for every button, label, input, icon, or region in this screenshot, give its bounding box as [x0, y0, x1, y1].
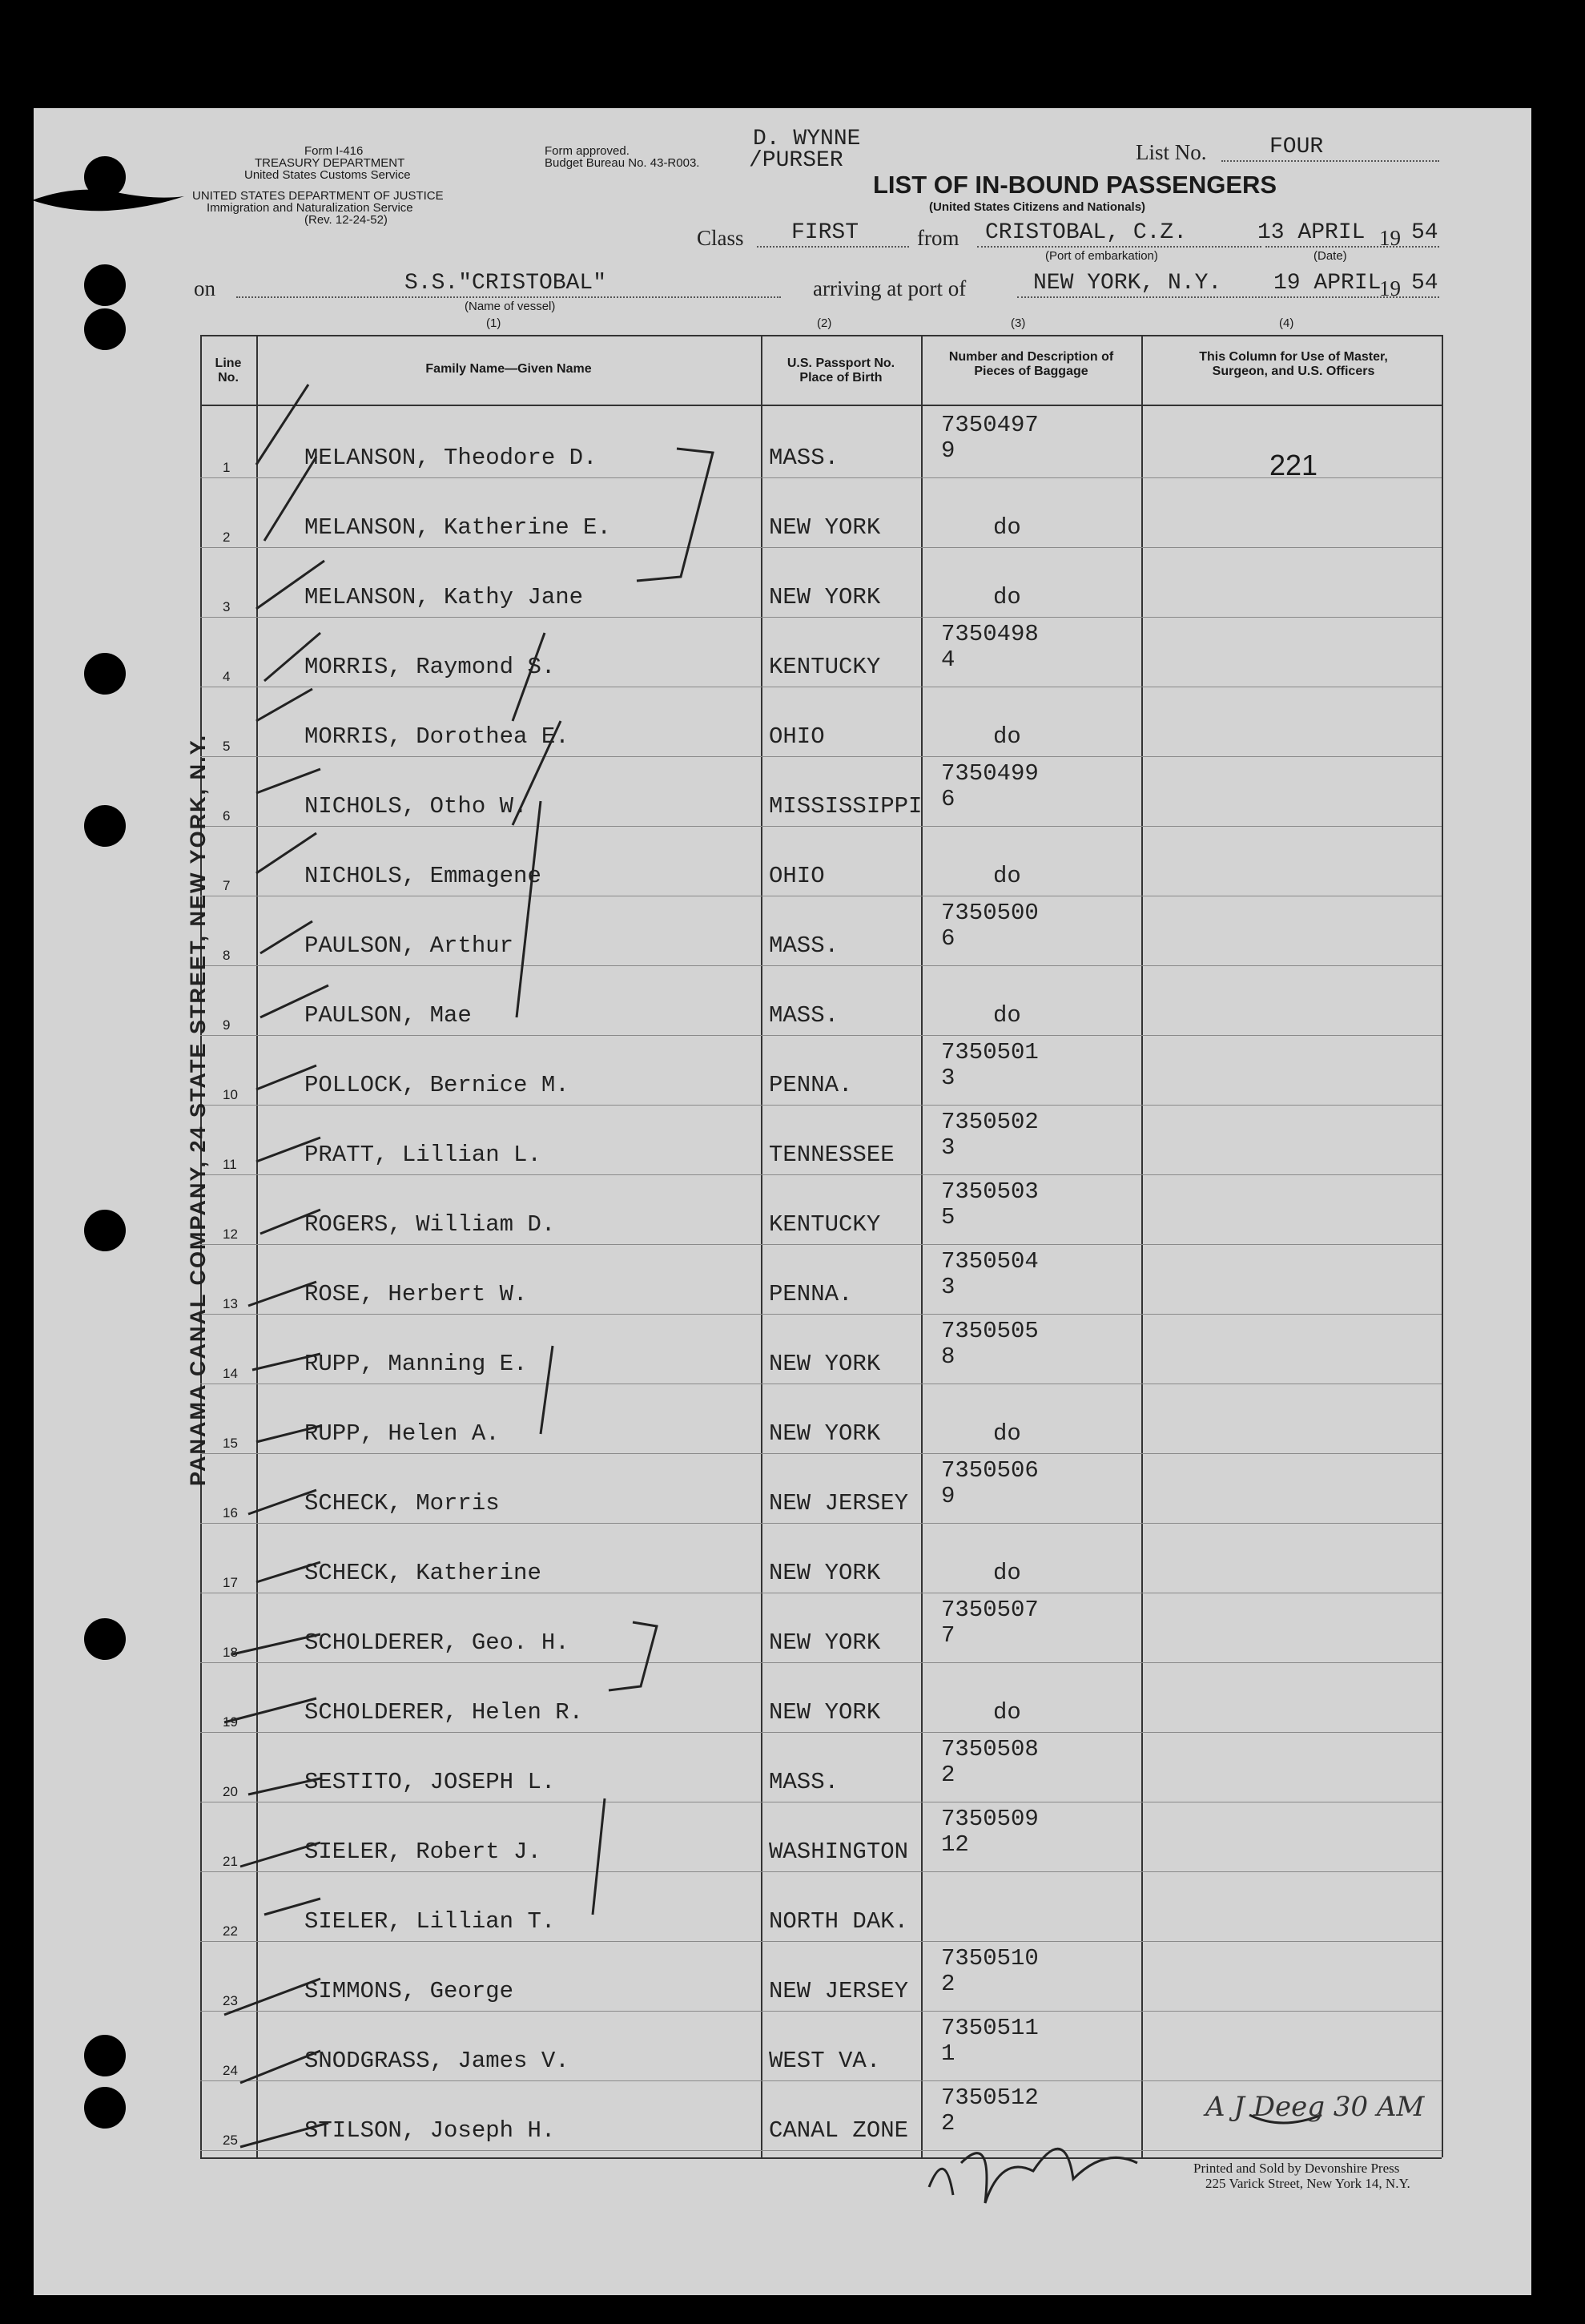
- dept-customs: United States Customs Service: [244, 168, 411, 182]
- line-number: 25: [223, 2133, 238, 2148]
- form-id: Form I-416: [304, 144, 364, 158]
- list-no-value: FOUR: [1269, 135, 1324, 159]
- passenger-name: MELANSON, Katherine E.: [304, 514, 611, 541]
- col-index-2: (2): [817, 316, 832, 330]
- line-number: 17: [223, 1575, 238, 1590]
- dept-ins: Immigration and Naturalization Service: [207, 201, 413, 215]
- baggage-number: 7350498: [941, 621, 1039, 647]
- line-number: 2: [223, 530, 231, 545]
- baggage-pieces: 1: [941, 2040, 955, 2067]
- baggage-ditto: do: [993, 863, 1021, 889]
- form-title: LIST OF IN-BOUND PASSENGERS: [873, 171, 1277, 199]
- place-of-birth: NEW YORK: [769, 1629, 881, 1656]
- baggage-number: 7350499: [941, 760, 1039, 787]
- place-of-birth: NEW YORK: [769, 1560, 881, 1586]
- baggage-number: 7350510: [941, 1945, 1039, 1972]
- place-of-birth: NEW YORK: [769, 1420, 881, 1447]
- baggage-ditto: do: [993, 1560, 1021, 1586]
- col-header-name: Family Name—Given Name: [425, 362, 592, 376]
- class-value: FIRST: [791, 220, 859, 245]
- passenger-name: MELANSON, Kathy Jane: [304, 584, 584, 610]
- line-number: 7: [223, 878, 231, 893]
- passenger-name: ROGERS, William D.: [304, 1211, 556, 1238]
- arrival-year: 54: [1411, 271, 1438, 296]
- vessel-name: S.S."CRISTOBAL": [404, 271, 607, 296]
- place-of-birth: MASS.: [769, 932, 839, 959]
- baggage-number: 7350502: [941, 1109, 1039, 1135]
- place-of-birth: OHIO: [769, 723, 825, 750]
- place-of-birth: WEST VA.: [769, 2048, 881, 2074]
- company-imprint: PANAMA CANAL COMPANY, 24 STATE STREET, NEW YORK, N.Y.: [186, 733, 210, 1486]
- baggage-number: 7350503: [941, 1178, 1039, 1205]
- baggage-ditto: do: [993, 723, 1021, 750]
- line-number: 8: [223, 948, 231, 963]
- passenger-name: STILSON, Joseph H.: [304, 2117, 556, 2144]
- arrival-date: 19 APRIL: [1273, 271, 1382, 296]
- col-header-baggage: Number and Description of Pieces of Baggage: [948, 350, 1114, 378]
- line-number: 6: [223, 808, 231, 824]
- line-number: 10: [223, 1087, 238, 1102]
- baggage-number: 7350512: [941, 2084, 1039, 2111]
- line-number: 5: [223, 739, 231, 754]
- passenger-name: SESTITO, JOSEPH L.: [304, 1769, 556, 1795]
- line-number: 15: [223, 1436, 238, 1451]
- dept-justice: UNITED STATES DEPARTMENT OF JUSTICE: [192, 189, 444, 203]
- line-number: 19: [223, 1714, 238, 1730]
- baggage-pieces: 8: [941, 1343, 955, 1370]
- passenger-name: RUPP, Manning E.: [304, 1351, 528, 1377]
- port-embark-caption: (Port of embarkation): [1045, 249, 1158, 263]
- passenger-name: SIELER, Robert J.: [304, 1839, 541, 1865]
- signer-title: /PURSER: [749, 148, 843, 173]
- embark-date: 13 APRIL: [1257, 220, 1366, 245]
- baggage-pieces: 7: [941, 1622, 955, 1649]
- place-of-birth: WASHINGTON: [769, 1839, 909, 1865]
- place-of-birth: PENNA.: [769, 1281, 853, 1307]
- from-label: from: [917, 226, 959, 250]
- baggage-ditto: do: [993, 584, 1021, 610]
- embark-year-prefix: 19: [1379, 226, 1401, 250]
- baggage-number: 7350506: [941, 1457, 1039, 1484]
- baggage-number: 7350500: [941, 900, 1039, 926]
- baggage-ditto: do: [993, 514, 1021, 541]
- passenger-name: POLLOCK, Bernice M.: [304, 1072, 569, 1098]
- budget-number: Budget Bureau No. 43-R003.: [545, 156, 700, 170]
- line-number: 23: [223, 1993, 238, 2008]
- col-index-1: (1): [486, 316, 501, 330]
- baggage-pieces: 2: [941, 1971, 955, 1997]
- place-of-birth: MISSISSIPPI: [769, 793, 923, 820]
- place-of-birth: MASS.: [769, 1002, 839, 1029]
- passenger-name: SIMMONS, George: [304, 1978, 514, 2004]
- baggage-number: 7350505: [941, 1318, 1039, 1344]
- baggage-number: 7350507: [941, 1597, 1039, 1623]
- passenger-name: PAULSON, Mae: [304, 1002, 472, 1029]
- baggage-number: 7350508: [941, 1736, 1039, 1762]
- place-of-birth: NEW JERSEY: [769, 1490, 909, 1516]
- baggage-pieces: 6: [941, 925, 955, 952]
- baggage-pieces: 3: [941, 1134, 955, 1161]
- arrival-year-prefix: 19: [1379, 276, 1401, 300]
- baggage-number: 7350497: [941, 412, 1039, 438]
- embark-year: 54: [1411, 220, 1438, 245]
- passenger-name: NICHOLS, Emmagene: [304, 863, 541, 889]
- line-number: 21: [223, 1854, 238, 1869]
- place-of-birth: NEW YORK: [769, 1699, 881, 1726]
- place-of-birth: PENNA.: [769, 1072, 853, 1098]
- line-number: 18: [223, 1645, 238, 1660]
- baggage-pieces: 12: [941, 1831, 969, 1858]
- arrival-port: NEW YORK, N.Y.: [1033, 271, 1222, 296]
- line-number: 13: [223, 1296, 238, 1311]
- line-number: 12: [223, 1226, 238, 1242]
- place-of-birth: MASS.: [769, 1769, 839, 1795]
- line-number: 24: [223, 2063, 238, 2078]
- passenger-name: SCHECK, Morris: [304, 1490, 500, 1516]
- passenger-name: SCHECK, Katherine: [304, 1560, 541, 1586]
- form-subtitle: (United States Citizens and Nationals): [929, 200, 1146, 214]
- place-of-birth: OHIO: [769, 863, 825, 889]
- col-header-officers: This Column for Use of Master, Surgeon, and U.S. Officers: [1199, 350, 1388, 378]
- passenger-name: RUPP, Helen A.: [304, 1420, 500, 1447]
- baggage-number: 7350511: [941, 2015, 1039, 2041]
- passenger-name: SNODGRASS, James V.: [304, 2048, 569, 2074]
- passenger-name: MORRIS, Raymond S.: [304, 654, 556, 680]
- officer-note: 221: [1269, 449, 1318, 481]
- signer-name: D. WYNNE: [753, 127, 861, 151]
- place-of-birth: KENTUCKY: [769, 654, 881, 680]
- line-number: 16: [223, 1505, 238, 1520]
- baggage-ditto: do: [993, 1699, 1021, 1726]
- col-header-passport: U.S. Passport No. Place of Birth: [786, 356, 895, 385]
- baggage-pieces: 3: [941, 1274, 955, 1300]
- baggage-pieces: 3: [941, 1065, 955, 1091]
- class-label: Class: [697, 226, 744, 250]
- place-of-birth: NORTH DAK.: [769, 1908, 909, 1935]
- printer-line-1: Printed and Sold by Devonshire Press: [1193, 2161, 1400, 2176]
- arriving-label: arriving at port of: [813, 276, 967, 300]
- place-of-birth: CANAL ZONE: [769, 2117, 909, 2144]
- col-header-line-no: Line No.: [215, 356, 242, 385]
- passenger-name: PAULSON, Arthur: [304, 932, 514, 959]
- line-number: 22: [223, 1923, 238, 1939]
- baggage-pieces: 5: [941, 1204, 955, 1230]
- line-number: 11: [223, 1157, 237, 1172]
- dept-treasury: TREASURY DEPARTMENT: [255, 156, 405, 170]
- baggage-pieces: 6: [941, 786, 955, 812]
- baggage-number: 7350501: [941, 1039, 1039, 1065]
- baggage-pieces: 9: [941, 1483, 955, 1509]
- baggage-number: 7350504: [941, 1248, 1039, 1275]
- passenger-name: SCHOLDERER, Helen R.: [304, 1699, 584, 1726]
- place-of-birth: KENTUCKY: [769, 1211, 881, 1238]
- baggage-pieces: 2: [941, 1762, 955, 1788]
- form-approved: Form approved.: [545, 144, 630, 158]
- baggage-ditto: do: [993, 1002, 1021, 1029]
- passenger-name: SCHOLDERER, Geo. H.: [304, 1629, 569, 1656]
- line-number: 4: [223, 669, 231, 684]
- place-of-birth: NEW JERSEY: [769, 1978, 909, 2004]
- printer-line-2: 225 Varick Street, New York 14, N.Y.: [1205, 2176, 1410, 2191]
- place-of-birth: NEW YORK: [769, 1351, 881, 1377]
- passenger-name: MELANSON, Theodore D.: [304, 445, 597, 471]
- port-of-embarkation: CRISTOBAL, C.Z.: [985, 220, 1188, 245]
- col-index-3: (3): [1011, 316, 1026, 330]
- passenger-name: PRATT, Lillian L.: [304, 1142, 541, 1168]
- handwritten-signature: A J Deeg 30 AM: [1205, 2091, 1425, 2123]
- passenger-name: ROSE, Herbert W.: [304, 1281, 528, 1307]
- baggage-pieces: 2: [941, 2110, 955, 2137]
- form-revision: (Rev. 12-24-52): [304, 213, 388, 227]
- baggage-pieces: 4: [941, 646, 955, 673]
- date-caption: (Date): [1313, 249, 1347, 263]
- line-number: 9: [223, 1017, 231, 1033]
- col-index-4: (4): [1279, 316, 1294, 330]
- baggage-ditto: do: [993, 1420, 1021, 1447]
- vessel-caption: (Name of vessel): [465, 300, 556, 313]
- line-number: 14: [223, 1366, 238, 1381]
- passenger-name: NICHOLS, Otho W.: [304, 793, 528, 820]
- passenger-name: SIELER, Lillian T.: [304, 1908, 556, 1935]
- place-of-birth: TENNESSEE: [769, 1142, 895, 1168]
- place-of-birth: NEW YORK: [769, 514, 881, 541]
- baggage-number: 7350509: [941, 1806, 1039, 1832]
- list-no-label: List No.: [1136, 140, 1207, 164]
- line-number: 1: [223, 460, 231, 475]
- baggage-pieces: 9: [941, 437, 955, 464]
- line-number: 3: [223, 599, 231, 614]
- place-of-birth: NEW YORK: [769, 584, 881, 610]
- place-of-birth: MASS.: [769, 445, 839, 471]
- line-number: 20: [223, 1784, 238, 1799]
- on-label: on: [194, 276, 215, 300]
- passenger-name: MORRIS, Dorothea E.: [304, 723, 569, 750]
